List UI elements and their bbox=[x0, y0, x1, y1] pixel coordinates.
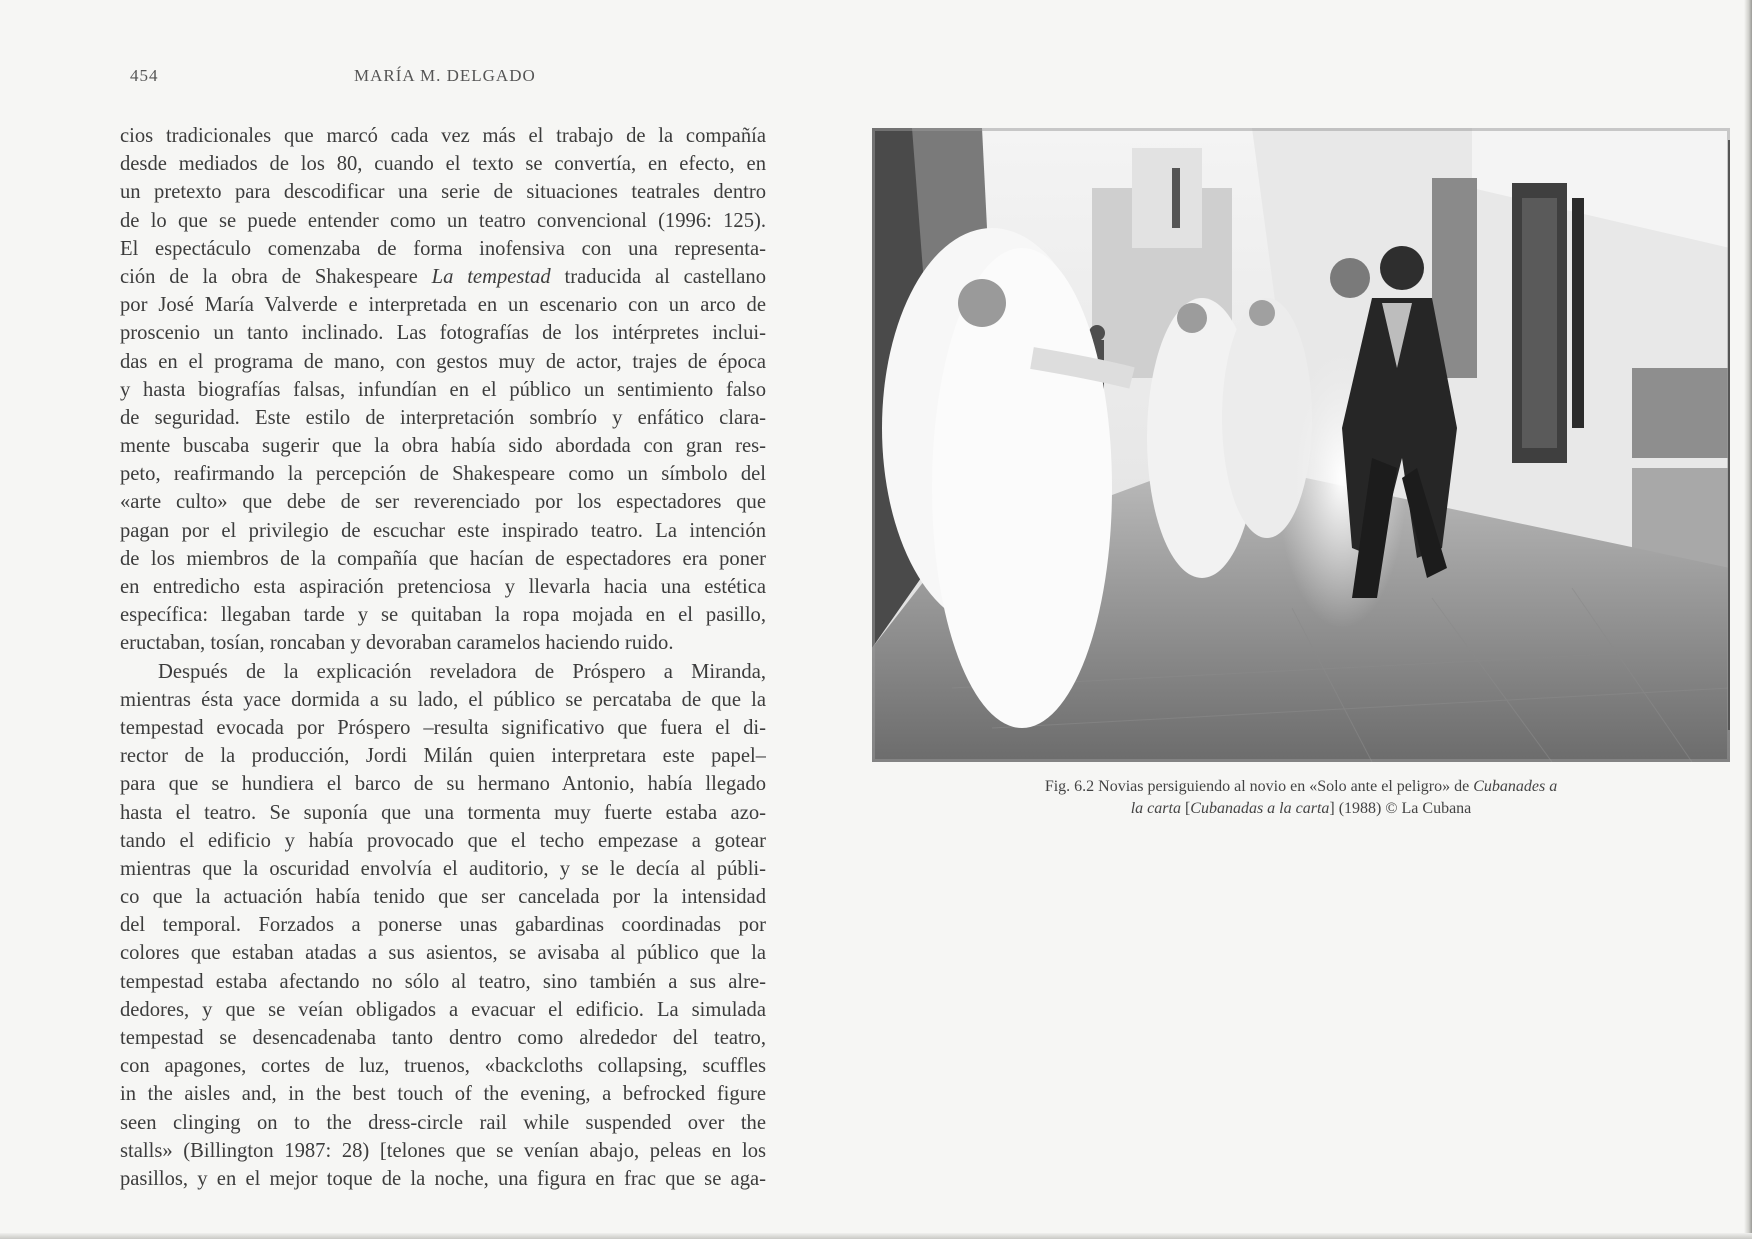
text-line: un pretexto para descodificar una serie de situaciones teatrales dentro bbox=[120, 181, 766, 204]
text-line: ción de la obra de Shakespeare La tempestad traducida al castellano bbox=[120, 265, 766, 288]
text-line: El espectáculo comenzaba de forma inofensiva con una representa- bbox=[120, 237, 766, 260]
text-line: con apagones, cortes de luz, truenos, «backcloths collapsing, scuffles bbox=[120, 1055, 766, 1078]
caption-line-1 bbox=[872, 776, 1730, 798]
text-line: peto, reafirmando la percepción de Shakespeare como un símbolo del bbox=[120, 463, 766, 486]
caption-line-2 bbox=[872, 798, 1730, 820]
text-line: pasillos, y en el mejor toque de la noche, una figura en frac que se aga- bbox=[120, 1167, 766, 1190]
text-line: Después de la explicación reveladora de Próspero a Miranda, bbox=[158, 660, 766, 683]
text-line: «arte culto» que debe de ser reverenciado por los espectadores que bbox=[120, 491, 766, 514]
street-photo-illustration bbox=[872, 128, 1730, 762]
text-line: mientras ésta yace dormida a su lado, el público se percataba de que la bbox=[120, 688, 766, 711]
text-line: de lo que se puede entender como un teatro convencional (1996: 125). bbox=[120, 209, 766, 232]
text-line: de los miembros de la compañía que hacían de espectadores era poner bbox=[120, 547, 766, 570]
text-line: tempestad se desencadenaba tanto dentro como alrededor del teatro, bbox=[120, 1027, 766, 1049]
caption-credit: ] (1988) © La Cubana bbox=[1329, 800, 1472, 817]
caption-title-catalan: Cubanades a bbox=[1473, 778, 1558, 795]
caption-title-catalan-cont: la carta bbox=[1130, 800, 1181, 817]
text-line: rector de la producción, Jordi Milán quien interpretara este papel– bbox=[120, 745, 766, 768]
text-line: mientras que la oscuridad envolvía el auditorio, y se le decía al públi- bbox=[120, 857, 766, 880]
running-head-author: MARÍA M. DELGADO bbox=[354, 66, 536, 85]
page-number: 454 bbox=[130, 66, 159, 85]
text-line: das en el programa de mano, con gestos muy de actor, trajes de época bbox=[120, 350, 766, 373]
text-line: de seguridad. Este estilo de interpretación sombrío y enfático clara- bbox=[120, 406, 766, 429]
text-line: mente buscaba sugerir que la obra había sido abordada con gran res- bbox=[120, 435, 766, 458]
body-text bbox=[120, 122, 766, 1193]
text-line: en entredicho esta aspiración pretenciosa y llevarla hacia una estética bbox=[120, 576, 766, 598]
text-line: desde mediados de los 80, cuando el texto se convertía, en efecto, en bbox=[120, 153, 766, 176]
text-line: tempestad evocada por Próspero –resulta significativo que fuera el di- bbox=[120, 716, 766, 739]
text-line: cios tradicionales que marcó cada vez más el trabajo de la compañía bbox=[120, 125, 766, 147]
page-edge-right bbox=[1744, 0, 1752, 1239]
text-line: eructaban, tosían, roncaban y devoraban caramelos haciendo ruido. bbox=[120, 632, 674, 655]
text-line: in the aisles and, in the best touch of the evening, a befrocked figure bbox=[120, 1083, 766, 1106]
margin-rule bbox=[1728, 140, 1730, 730]
text-line: tando el edificio y había provocado que el techo empezase a gotear bbox=[120, 829, 766, 852]
text-line: y hasta biografías falsas, infundían en el público un sentimiento falso bbox=[120, 378, 766, 401]
running-head bbox=[130, 66, 550, 90]
text-line: stalls» (Billington 1987: 28) [telones que se venían abajo, peleas en los bbox=[120, 1139, 766, 1162]
text-line: co que la actuación había tenido que ser cancelada por la intensidad bbox=[120, 886, 766, 909]
text-line: para que se hundiera el barco de su hermano Antonio, había llegado bbox=[120, 773, 766, 796]
text-line: tempestad estaba afectando no sólo al teatro, sino también a sus alre- bbox=[120, 970, 766, 993]
figure-caption bbox=[872, 776, 1730, 820]
text-line: pagan por el privilegio de escuchar este inspirado teatro. La intención bbox=[120, 519, 766, 542]
text-line: específica: llegaban tarde y se quitaban la ropa mojada en el pasillo, bbox=[120, 604, 766, 627]
page-edge-bottom bbox=[0, 1233, 1752, 1239]
text-line: hasta el teatro. Se suponía que una tormenta muy fuerte estaba azo- bbox=[120, 801, 766, 824]
text-line: seen clinging on to the dress-circle rail while suspended over the bbox=[120, 1111, 766, 1134]
text-line: dedores, y que se veían obligados a evacuar el edificio. La simulada bbox=[120, 998, 766, 1021]
text-line: del temporal. Forzados a ponerse unas gabardinas coordinadas por bbox=[120, 914, 766, 937]
figure-photo bbox=[872, 128, 1730, 762]
text-line: colores que estaban atadas a sus asientos, se avisaba al público que la bbox=[120, 942, 766, 965]
text-line: proscenio un tanto inclinado. Las fotografías de los intérpretes inclui- bbox=[120, 322, 766, 345]
text-line: por José María Valverde e interpretada en un escenario con un arco de bbox=[120, 294, 766, 317]
caption-bracket-open: [ bbox=[1180, 800, 1191, 817]
caption-text: Fig. 6.2 Novias persiguiendo al novio en «Solo ante el peligro» de bbox=[1044, 778, 1474, 795]
caption-title-spanish: Cubanadas a la carta bbox=[1190, 800, 1330, 817]
